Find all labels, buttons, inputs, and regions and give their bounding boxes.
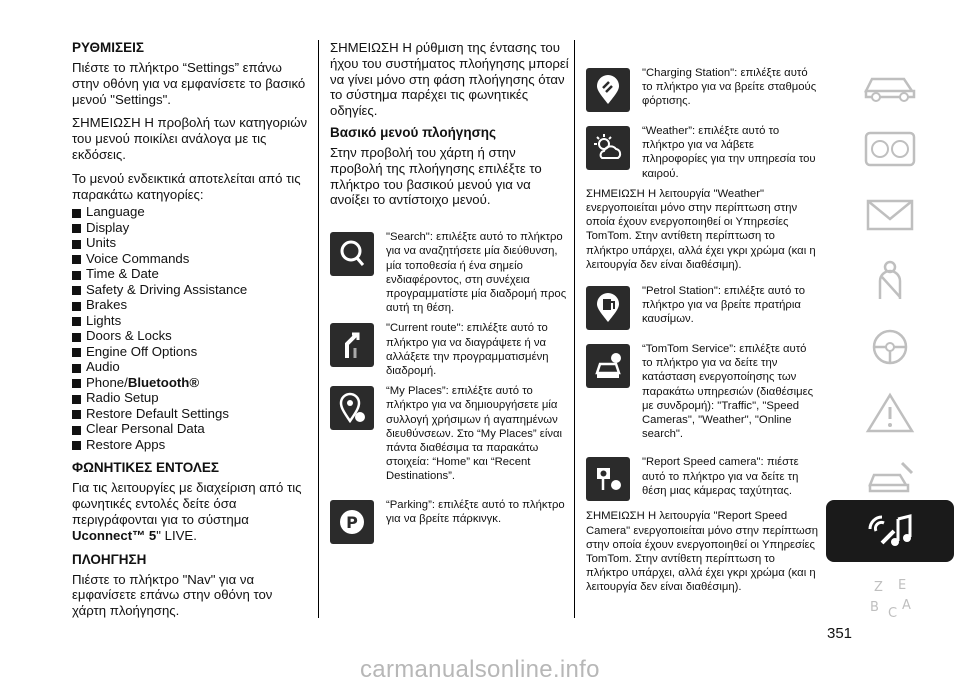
list-item: Audio [72,359,310,375]
nav-menu-item-parking: P “Parking”: επιλέξτε αυτό το πλήκτρο για να βρείτε πάρκινγκ. [330,498,570,544]
nav-menu-item-my-places: “My Places”: επιλέξτε αυτό το πλήκτρο για να δημιουργήσετε μία συλλογή χρήσιμων ή αγαπημένων διευθύνσεων. Στο “My Places” είναι πάντα διαθέσιμα τα παρακάτω στοιχεία: “Home” και “Recent Destinations”. [330,384,570,483]
svg-text:P: P [346,512,358,532]
square-bullet-icon [72,224,81,233]
square-bullet-icon [72,333,81,342]
square-bullet-icon [72,286,81,295]
square-bullet-icon [72,209,81,218]
note-paragraph: ΣΗΜΕΙΩΣΗ Η προβολή των κατηγοριών του μενού ποικίλει ανάλογα με τις εκδόσεις. [72,115,308,162]
search-pin-icon [330,232,374,276]
square-bullet-icon [72,317,81,326]
square-bullet-icon [72,364,81,373]
paragraph: Πιέστε το πλήκτρο “Settings” επάνω στην οθόνη για να εμφανίσετε το βασικό μενού "Settings". [72,60,306,107]
svg-text:A: A [902,598,911,613]
column-divider [574,40,575,618]
nav-menu-item-tomtom-service: “TomTom Service”: επιλέξτε αυτό το πλήκτρο για να δείτε την κατάσταση ενεργοποίησης των παρακάτω υπηρεσιών (διαθέσιμες με συνδρομή): "Traffic", "Speed Cameras", "Weather", "Online search". [586,342,818,441]
petrol-station-icon [586,286,630,330]
note-paragraph: ΣΗΜΕΙΩΣΗ Η ρύθμιση της έντασης του ήχου του συστήματος πλοήγησης μπορεί να γίνει μόνο στη φάση πλοήγησης όταν το σύστημα παρέχει τις φωνητικές οδηγίες. [330,40,569,119]
list-item: Units [72,235,310,251]
square-bullet-icon [72,255,81,264]
note-paragraph: ΣΗΜΕΙΩΣΗ Η λειτουργία "Weather" ενεργοποιείται μόνο στην περίπτωση στην οποία έχουν ενεργοποιηθεί οι Υπηρεσίες TomTom. Στην αντίθετη περίπτωση το πλήκτρο υπάρχει, αλλά έχει γκρι χρώμα (και η λειτουργία δεν είναι διαθέσιμη). [586,187,816,271]
nav-menu-item-charging-station: "Charging Station": επιλέξτε αυτό το πλήκτρο για να βρείτε σταθμούς φόρτισης. [586,66,818,112]
square-bullet-icon [72,426,81,435]
chapter-tab-safety[interactable] [826,184,954,246]
square-bullet-icon [72,410,81,419]
list-item: Display [72,220,310,236]
car-wrench-icon [860,455,920,503]
chapter-tab-emergency[interactable] [826,382,954,444]
chapter-tab-multimedia[interactable] [826,500,954,562]
nav-menu-item-current-route: "Current route": επιλέξτε αυτό το πλήκτρο για να διαγράψετε ή να αλλάξετε την προγραμματισμένη διαδρομή. [330,321,570,378]
svg-text:C: C [888,606,898,621]
list-item: Doors & Locks [72,328,310,344]
square-bullet-icon [72,302,81,311]
list-item: Brakes [72,297,310,313]
nav-menu-item-search: "Search": επιλέξτε αυτό το πλήκτρο για να αναζητήσετε μία διεύθυνση, μία τοποθεσία ή ένα σημείο ενδιαφέροντος, στη συνέχεια προγραμματίστε μία διαδρομή προς αυτή τη θέση. [330,230,570,315]
column-1 [72,40,310,627]
chapter-tab-steering[interactable] [826,316,954,378]
paragraph: Πιέστε το πλήκτρο "Nav" για να εμφανίσετε επάνω στην οθόνη τον χάρτη πλοήγησης. [72,571,273,619]
square-bullet-icon [72,348,81,357]
section-heading-voice-commands: ΦΩΝΗΤΙΚΕΣ ΕΝΤΟΛΕΣ [72,460,220,476]
weather-icon [586,126,630,170]
chapter-tab-dashboard[interactable] [826,118,954,180]
list-item: Engine Off Options [72,344,310,360]
chapter-tab-vehicle-overview[interactable] [826,52,954,114]
list-item: Clear Personal Data [72,421,310,437]
list-item: Restore Default Settings [72,406,310,422]
route-arrow-icon [330,323,374,367]
list-item: Language [72,204,310,220]
list-item: Lights [72,313,310,329]
page-number: 351 [827,625,853,642]
charging-station-icon [586,68,630,112]
list-item: Time & Date [72,266,310,282]
parking-icon [330,500,374,544]
alphabet-index-icon [860,573,920,621]
car-side-icon [860,59,920,107]
list-item: Safety & Driving Assistance [72,282,310,298]
svg-text:B: B [870,600,879,615]
nav-menu-item-petrol-station: "Petrol Station": επιλέξτε αυτό το πλήκτρο για να βρείτε πρατήρια καυσίμων. [586,284,818,330]
chapter-tab-index[interactable] [826,566,954,628]
watermark-text: carmanualsonline.info [360,656,600,683]
column-2 [330,40,570,550]
my-places-icon [330,386,374,430]
list-item: Radio Setup [72,390,310,406]
speed-camera-icon [586,457,630,501]
column-divider [318,40,319,618]
list-item: Restore Apps [72,437,310,453]
nav-menu-item-weather: “Weather”: επιλέξτε αυτό το πλήκτρο για να λάβετε πληροφορίες για την υπηρεσία του καιρού. [586,124,818,181]
svg-text:Z: Z [874,580,883,595]
section-heading-navigation: ΠΛΟΗΓΗΣΗ [72,551,147,567]
paragraph: Για τις λειτουργίες με διαχείριση από τις φωνητικές εντολές δείτε όσα περιγράφονται για το σύστημα Uconnect™ 5" LIVE. [72,480,302,543]
list-item: Phone/ Bluetooth® [72,375,310,391]
chapter-tab-starting-driving[interactable] [826,250,954,312]
nav-menu-item-report-speed-camera: "Report Speed camera": πιέστε αυτό το πλήκτρο για να δείτε τη θέση μιας κάμερας ταχύτητας. [586,455,818,501]
note-paragraph: ΣΗΜΕΙΩΣΗ Η λειτουργία "Report Speed Camera" ενεργοποιείται μόνο στην περίπτωση στην οποία έχουν ενεργοποιηθεί οι Υπηρεσίες TomTom. Στην αντίθετη περίπτωση το πλήκτρο υπάρχει, αλλά έχει γκρι χρώμα (και η λειτουργία δεν είναι διαθέσιμη). [586,510,819,594]
paragraph: Το μενού ενδεικτικά αποτελείται από τις παρακάτω κατηγορίες: [72,170,301,202]
square-bullet-icon [72,395,81,404]
square-bullet-icon [72,441,81,450]
section-heading-nav-menu: Βασικό μενού πλοήγησης [330,124,497,140]
warning-triangle-icon [860,389,920,437]
square-bullet-icon [72,379,81,388]
list-item: Voice Commands [72,251,310,267]
paragraph: Στην προβολή του χάρτη ή στην προβολή της πλοήγησης επιλέξτε το πλήκτρο του βασικού μενού για να ανοίξει το αντίστοιχο μενού. [330,144,542,208]
column-3 [586,40,818,603]
multimedia-icon [860,507,920,555]
seatbelt-person-icon [860,257,920,305]
instrument-cluster-icon [860,125,920,173]
square-bullet-icon [72,240,81,249]
tomtom-service-icon [586,344,630,388]
square-bullet-icon [72,271,81,280]
section-heading-settings: ΡΥΘΜΙΣΕΙΣ [72,40,144,55]
settings-category-list [72,204,310,452]
steering-wheel-icon [860,323,920,371]
envelope-icon [860,191,920,239]
svg-text:E: E [898,578,907,593]
